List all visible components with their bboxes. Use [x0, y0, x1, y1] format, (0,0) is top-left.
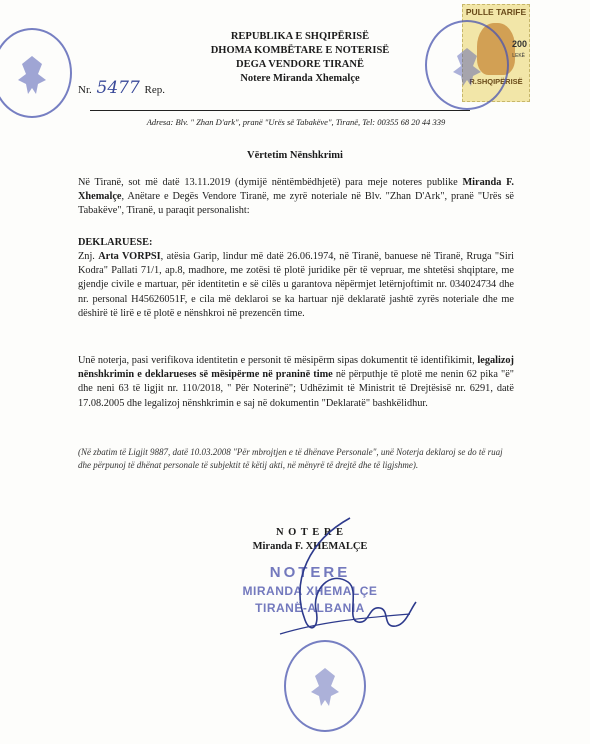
legal-text-2: në përputhje të plotë me nenin 62 pika "ë" dhe neni 63 të ligjit nr. 110/2018, " Për Noterinë"; Udhëzimit të Ministrit të Drejtësisë nr. 6291, datë 17.08.2005 dhe legalizoj nënshkrimin e saj në dokumentin "Deklaratë" bashkëlidhur. — [78, 369, 515, 409]
postage-stamp-title: PULLE TARIFE — [465, 7, 527, 17]
declarant-paragraph — [78, 250, 514, 321]
postage-stamp-value: 200 — [511, 39, 527, 49]
stamp-line-city: TIRANË-ALBANIA — [255, 601, 365, 615]
notary-seal-left — [0, 28, 72, 118]
header-chamber: DHOMA KOMBËTARE E NOTERISË — [210, 45, 390, 56]
privacy-note: (Në zbatim të Ligjit 9887, datë 10.03.2008 "Për mbrojtjen e të dhënave Personale", unë Noterja deklaroj se do të ruaj dhe përpunoj të dhënat personale të subjektit të këtij akti, në mënyrë të drejtë dhe të ligjshme). — [78, 447, 503, 470]
intro-text-1: Në Tiranë, sot më datë 13.11.2019 (dymijë nëntëmbëdhjetë) para meje noteres publike — [78, 177, 463, 188]
signature-role: N O T E R E — [275, 527, 345, 538]
eagle-emblem-icon — [427, 22, 507, 108]
intro-text-2: , Anëtare e Degës Vendore Tiranë, me zyrë noteriale në Blv. "Zhan D'Ark", pranë "Urës së Tabakëve", Tiranë, u paraqit personalisht: — [78, 191, 514, 217]
reference-prefix: Nr. — [78, 84, 92, 96]
declarant-text-1: Znj. — [78, 251, 99, 262]
stamp-line-name: MIRANDA XHEMALÇE — [242, 584, 378, 598]
notary-seal-bottom — [284, 640, 366, 732]
reference-number — [78, 78, 165, 98]
eagle-emblem-icon — [286, 642, 364, 730]
notary-name: Miranda F. Xhemalçe — [78, 177, 514, 203]
declarant-name: Arta VORPSI — [98, 251, 161, 262]
reference-suffix: Rep. — [144, 84, 165, 96]
intro-paragraph — [78, 176, 514, 219]
declarant-heading: DEKLARUESE: — [78, 237, 153, 248]
legalization-paragraph — [78, 354, 514, 411]
postage-stamp-currency: LEKË — [512, 53, 525, 59]
eagle-emblem-icon — [0, 30, 70, 116]
notary-seal-right — [425, 20, 509, 110]
declarant-text-2: , atësia Garip, lindur më datë 26.06.1974, në Tiranë, banuese në Tiranë, Rruga "Siri Kodra" Pallati 71/1, ap.8, madhore, me zotësi të plotë juridike për të vepruar, me shtetësi shqiptare, me gjendje civile e martuar, për identitetin e së cilës u garantova nëpërmjet letërnjoftimit nr. 034024734 dhe nr. personal H45626051F, e cila më deklaroi se ka hartuar një deklaratë jashtë zyrës noteriale dhe me dëshirë të lirë e të plotë e nënshkroi në prezencën time. — [78, 251, 514, 319]
header-branch: DEGA VENDORE TIRANË — [236, 59, 364, 70]
postage-stamp-country: R.SHQIPËRISË — [469, 77, 523, 86]
handwritten-signature — [250, 510, 420, 650]
signature-name: Miranda F. XHEMALÇE — [252, 541, 368, 552]
office-address: Adresa: Blv. " Zhan D'ark", pranë "Urës së Tabakëve", Tiranë, Tel: 00355 68 20 44 339 — [146, 117, 446, 127]
reference-value: 5477 — [96, 78, 140, 98]
header-republic: REPUBLIKA E SHQIPËRISË — [230, 31, 370, 42]
stamp-line-notere: NOTERE — [269, 564, 351, 581]
legal-bold-text: legalizoj nënshkrimin e deklarueses së mësipërme në praninë time — [78, 355, 514, 381]
declarant-heading-text: DEKLARUESE — [78, 237, 149, 248]
header-divider — [90, 110, 470, 111]
document-title: Vërtetim Nënshkrimi — [247, 150, 343, 161]
header-notary-name: Notere Miranda Xhemalçe — [240, 73, 360, 84]
legal-text-1: Unë noterja, pasi verifikova identitetin e personit të mësipërm sipas dokumentit të identifikimit, — [78, 355, 478, 366]
